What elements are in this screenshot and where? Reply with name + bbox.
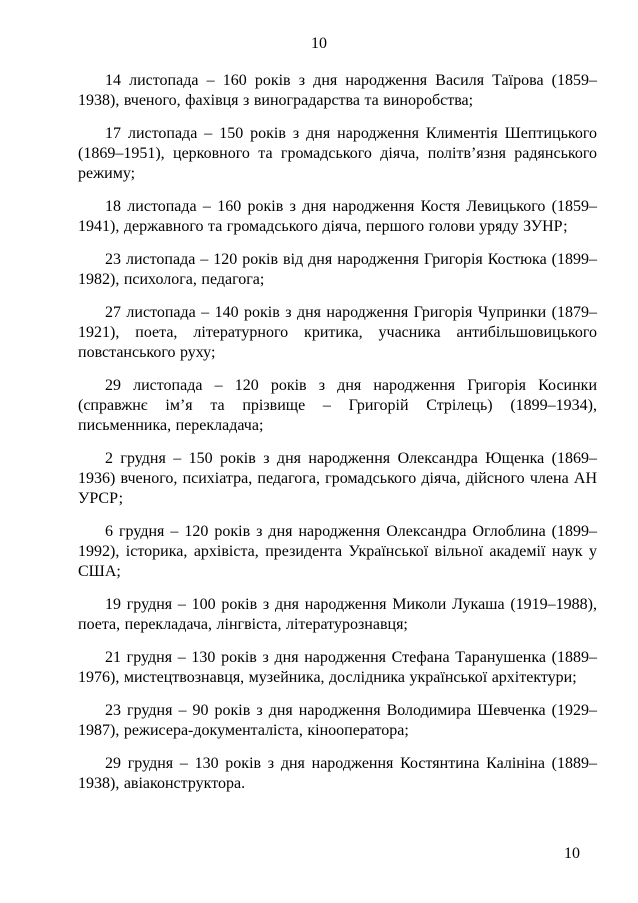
- anniversary-entry: 19 грудня – 100 років з дня народження Миколи Лукаша (1919–1988), поета, перекладача, лінгвіста, літературознавця;: [78, 596, 597, 633]
- anniversary-entry: 21 грудня – 130 років з дня народження Стефана Таранушенка (1889–1976), мистецтвознавця, музейника, дослідника української архітектури;: [78, 649, 597, 686]
- anniversary-entry: 29 листопада – 120 років з дня народження Григорія Косинки (справжнє ім’я та прізвище – Григорій Стрілець) (1899–1934), письменника, перекладача;: [78, 377, 597, 434]
- anniversary-entry: 23 грудня – 90 років з дня народження Володимира Шевченка (1929–1987), режисера-документаліста, кінооператора;: [78, 702, 597, 739]
- anniversary-entry: 14 листопада – 160 років з дня народження Василя Таїрова (1859–1938), вченого, фахівця з виноградарства та виноробства;: [78, 72, 597, 109]
- anniversary-entry: 18 листопада – 160 років з дня народження Костя Левицького (1859–1941), державного та громадського діяча, першого голови уряду ЗУНР;: [78, 198, 597, 235]
- anniversary-entry: 2 грудня – 150 років з дня народження Олександра Ющенка (1869–1936) вченого, психіатра, педагога, громадського діяча, дійсного члена АН УРСР;: [78, 450, 597, 507]
- anniversary-entry: 29 грудня – 130 років з дня народження Костянтина Калініна (1889–1938), авіаконструктора.: [78, 755, 597, 792]
- anniversary-entry: 17 листопада – 150 років з дня народження Климентія Шептицького (1869–1951), церковного та громадського діяча, політв’язня радянського режиму;: [78, 125, 597, 182]
- page-number-bottom: 10: [564, 845, 580, 862]
- anniversary-entry: 23 листопада – 120 років від дня народження Григорія Костюка (1899–1982), психолога, педагога;: [78, 251, 597, 288]
- page-number-top: 10: [311, 35, 327, 52]
- anniversary-entry: 6 грудня – 120 років з дня народження Олександра Оглоблина (1899–1992), історика, архівіста, президента Української вільної академії наук у США;: [78, 523, 597, 580]
- document-body: [78, 71, 597, 794]
- anniversary-entry: 27 листопада – 140 років з дня народження Григорія Чупринки (1879–1921), поета, літературного критика, учасника антибільшовицького повстанського руху;: [78, 304, 597, 361]
